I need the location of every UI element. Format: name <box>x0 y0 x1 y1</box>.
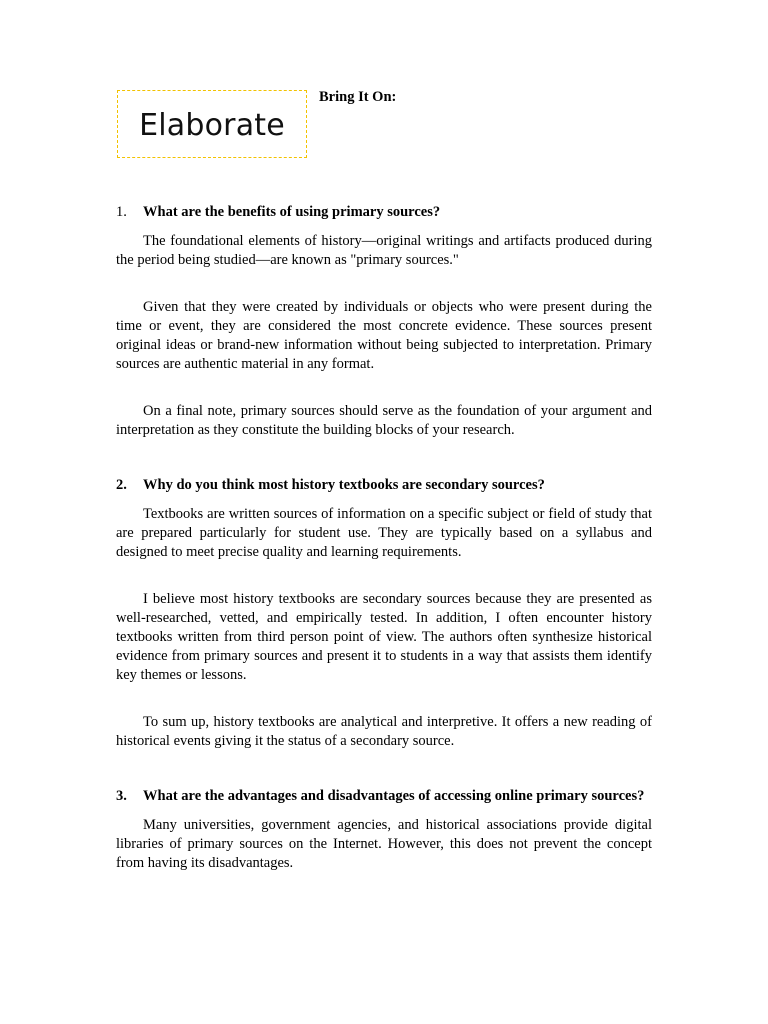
question-3-number: 3. <box>116 788 127 804</box>
question-2-number: 2. <box>116 477 127 493</box>
answer-2-paragraph-2: I believe most history textbooks are secondary sources because they are presented as well-researched, vetted, and empirically tested. In addition, I often encounter history textbooks written from third person point of view. The authors often synthesize historical evidence from primary sources and present it to students in a way that assists them identify key themes or lessons. <box>116 591 652 683</box>
elaborate-label-box <box>117 90 307 158</box>
question-1-text: What are the benefits of using primary sources? <box>143 204 441 220</box>
question-1 <box>116 203 652 222</box>
answer-1-paragraph-3: On a final note, primary sources should serve as the foundation of your argument and interpretation as they constitute the building blocks of your research. <box>116 403 652 438</box>
answer-2-paragraph-1: Textbooks are written sources of information on a specific subject or field of study that are prepared particularly for student use. They are typically based on a syllabus and designed to meet precise quality and learning requirements. <box>116 506 652 560</box>
question-3-text: What are the advantages and disadvantages of accessing online primary sources? <box>143 788 645 804</box>
question-3 <box>116 787 652 806</box>
answer-1-paragraph-1: The foundational elements of history—original writings and artifacts produced during the period being studied—are known as "primary sources." <box>116 233 652 268</box>
question-2 <box>116 476 652 495</box>
answer-1-paragraph-2: Given that they were created by individuals or objects who were present during the time or event, they are considered the most concrete evidence. These sources present original ideas or brand-new information without being subjected to interpretation. Primary sources are authentic material in any format. <box>116 299 652 372</box>
elaborate-label: Elaborate <box>139 107 285 143</box>
section-title: Bring It On: <box>319 89 397 105</box>
question-1-number: 1. <box>116 204 127 220</box>
question-2-text: Why do you think most history textbooks are secondary sources? <box>143 477 545 493</box>
document-body <box>116 203 652 873</box>
answer-2-paragraph-3: To sum up, history textbooks are analytical and interpretive. It offers a new reading of historical events giving it the status of a secondary source. <box>116 714 652 749</box>
answer-3-paragraph-1: Many universities, government agencies, and historical associations provide digital libraries of primary sources on the Internet. However, this does not prevent the concept from having its disadvantages. <box>116 817 652 871</box>
